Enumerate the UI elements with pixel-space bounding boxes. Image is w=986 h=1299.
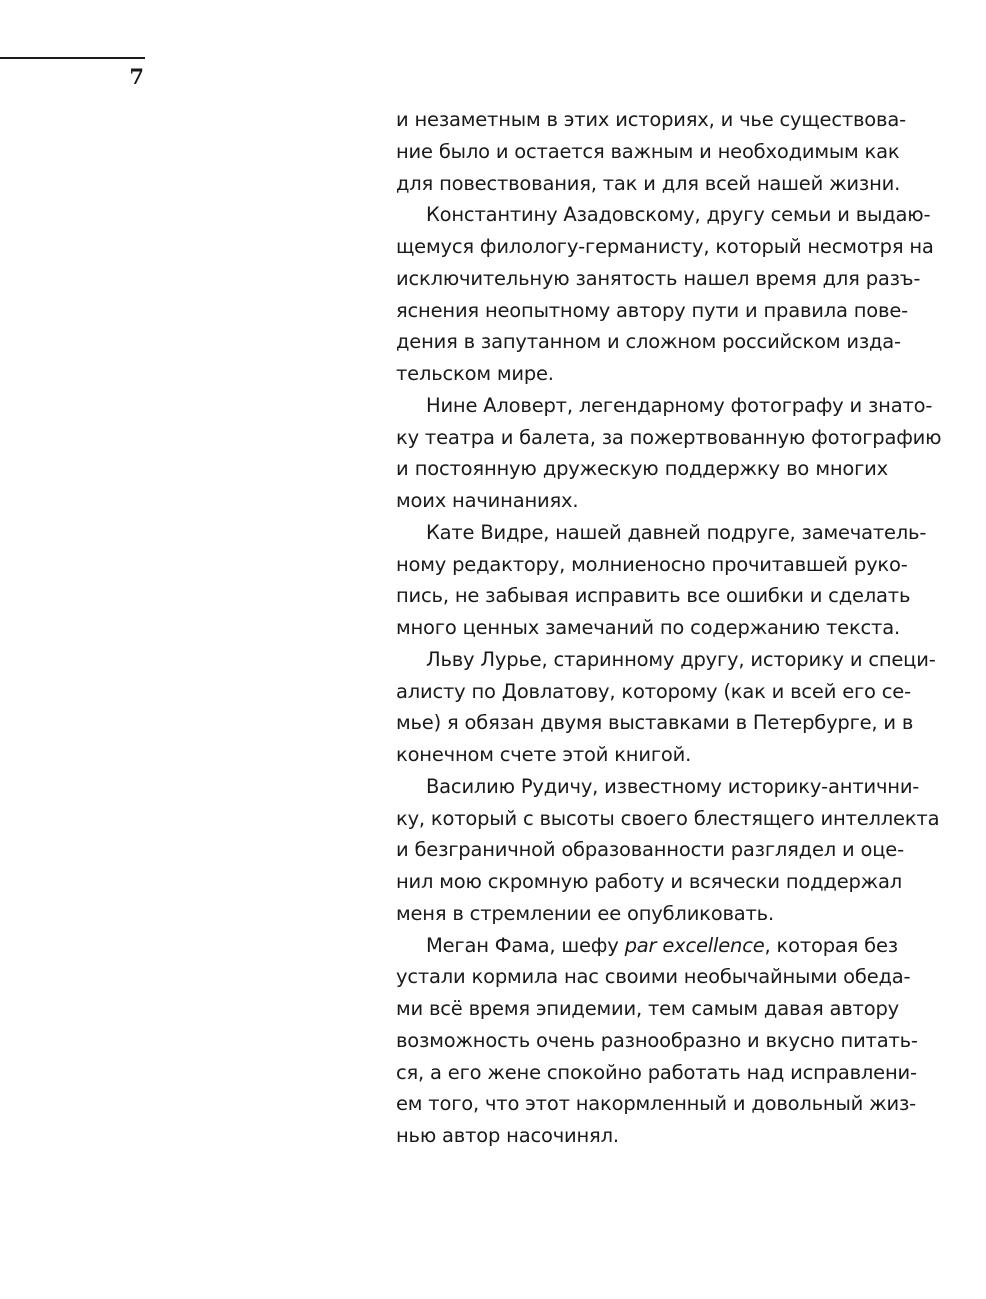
text-line: ся, а его жене спокойно работать над исправлени-: [396, 1060, 917, 1084]
text-line: и безграничной образованности разглядел и оце-: [396, 838, 904, 862]
page-number: 7: [129, 64, 144, 89]
text-line: много ценных замечаний по содержанию текста.: [396, 616, 900, 639]
text-line: Василию Рудичу, известному историку-антични-: [426, 774, 920, 798]
text-line: конечном счете этой книгой.: [396, 743, 692, 766]
text-line: устали кормила нас своими необычайными обеда-: [396, 965, 911, 989]
text-line: щемуся филологу-германисту, который несмотря на: [396, 235, 934, 258]
italic-run: par excellence: [624, 933, 765, 957]
text-line: Нине Аловерт, легендарному фотографу и знато-: [426, 393, 933, 417]
text-line: исключительную занятость нашел время для разъ-: [396, 266, 921, 290]
text-line: Льву Лурье, старинному другу, историку и специ-: [426, 647, 936, 671]
text-line: ем того, что этот накормленный и довольный жиз-: [396, 1092, 916, 1116]
text-line: моих начинаниях.: [396, 489, 579, 512]
header-rule: [0, 57, 145, 59]
text-line: ми всё время эпидемии, тем самым давая автору: [396, 997, 899, 1020]
text-line: ние было и остается важным и необходимым как: [396, 139, 900, 163]
text-line: возможность очень разнообразно и вкусно питать-: [396, 1028, 918, 1052]
text-line: алисту по Довлатову, которому (как и всей его се-: [396, 679, 911, 703]
text-line: и постоянную дружескую поддержку во многих: [396, 457, 888, 481]
text-line: тельском мире.: [396, 362, 554, 385]
text-line-mixed: [396, 930, 898, 962]
text-line: нил мою скромную работу и всячески поддержал: [396, 870, 903, 893]
text-line: мье) я обязан двумя выставками в Петербурге, и в: [396, 711, 914, 735]
text-line: ному редактору, молниеносно прочитавшей руко-: [396, 552, 908, 576]
text-line: для повествования, так и для всей нашей жизни.: [396, 171, 901, 195]
text-line: ку, который с высоты своего блестящего интеллекта: [396, 806, 940, 830]
text-run: Меган Фама, шефу: [426, 933, 625, 957]
text-line: меня в стремлении ее опубликовать.: [396, 901, 774, 925]
text-line: Константину Азадовскому, другу семьи и выдаю-: [426, 203, 931, 227]
text-line: нью автор насочинял.: [396, 1124, 619, 1147]
body-text: [396, 104, 942, 1152]
text-line: пись, не забывая исправить все ошибки и сделать: [396, 584, 911, 608]
text-line: Кате Видре, нашей давней подруге, замечатель-: [426, 520, 927, 544]
text-line: ку театра и балета, за пожертвованную фотографию: [396, 425, 942, 449]
text-run: , которая без: [764, 933, 898, 957]
text-line: и незаметным в этих историях, и чье существова-: [396, 108, 906, 131]
text-line: яснения неопытному автору пути и правила пове-: [396, 298, 908, 322]
text-line: дения в запутанном и сложном российском изда-: [396, 330, 901, 354]
